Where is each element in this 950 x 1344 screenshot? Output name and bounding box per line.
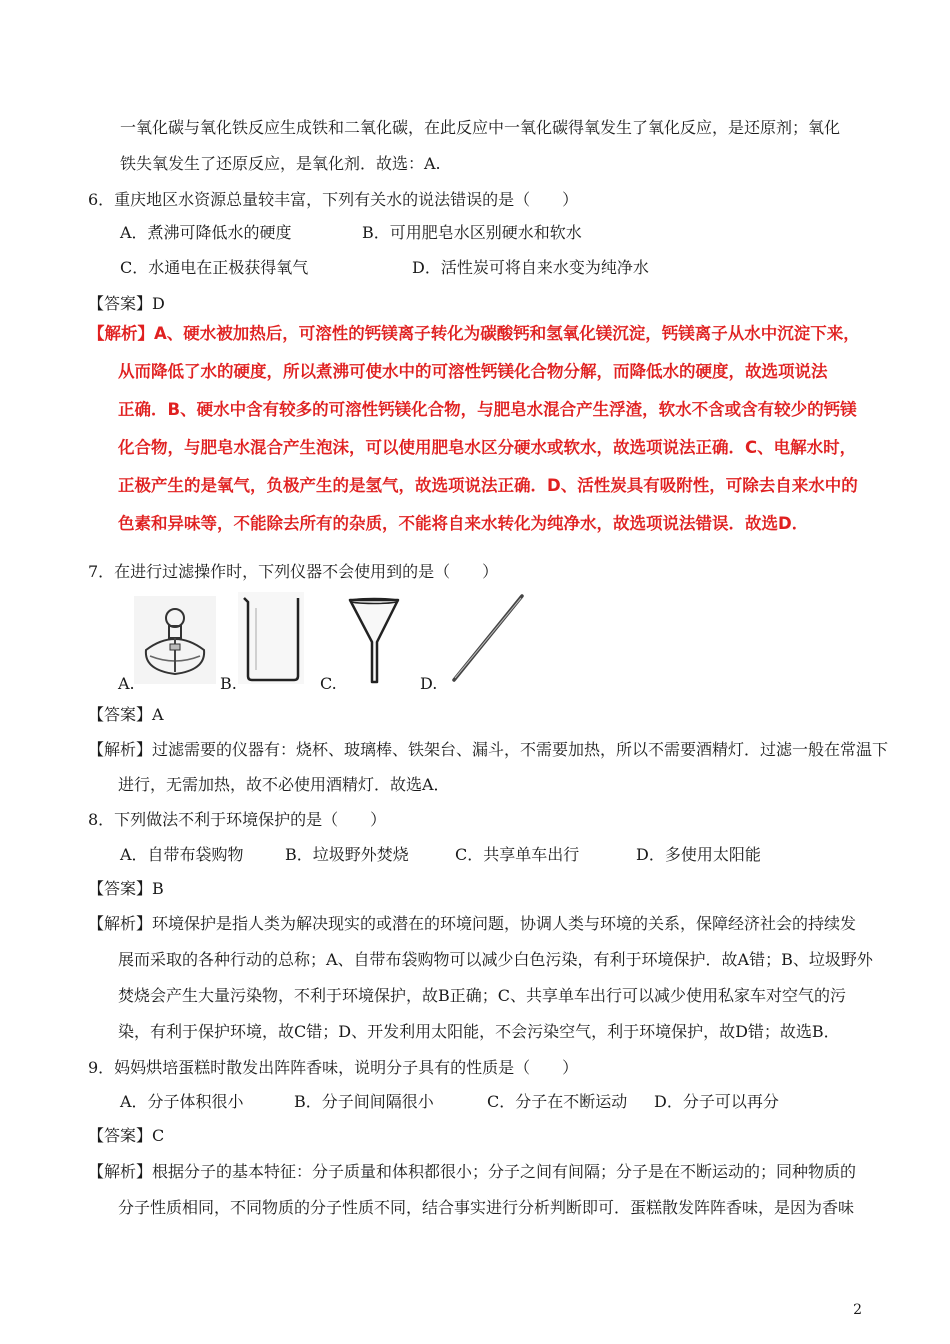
q7-analysis-line-2: 进行，无需加热，故不必使用酒精灯．故选A． bbox=[118, 775, 450, 794]
q9-option-d: D．分子可以再分 bbox=[654, 1092, 779, 1111]
q9-analysis-line-2: 分子性质相同，不同物质的分子性质不同，结合事实进行分析判断即可．蛋糕散发阵阵香味，是因为香味 bbox=[118, 1198, 855, 1217]
q6-analysis-line-1: 【解析】A、硬水被加热后，可溶性的钙镁离子转化为碳酸钙和氢氧化镁沉淀，钙镁离子从水中沉淀下来， bbox=[88, 324, 860, 343]
alcohol-lamp-icon bbox=[134, 596, 216, 684]
question-8-stem: 8．下列做法不利于环境保护的是（ ） bbox=[88, 810, 387, 829]
q7-label-b: B. bbox=[220, 674, 237, 693]
intro-line-1: 一氧化碳与氧化铁反应生成铁和二氧化碳，在此反应中一氧化碳得氧发生了氧化反应，是还原剂；氧化 bbox=[120, 118, 841, 137]
page-number: 2 bbox=[853, 1302, 862, 1318]
q8-answer: 【答案】B bbox=[88, 879, 164, 898]
funnel-icon bbox=[344, 596, 404, 686]
q8-analysis-line-4: 染，有利于保护环境，故C错；D、开发利用太阳能，不会污染空气，利于环境保护，故D错；故选B． bbox=[118, 1022, 840, 1041]
q8-analysis-line-2: 展而采取的各种行动的总称；A、自带布袋购物可以减少白色污染，有利于环境保护．故A错；B、垃圾野外 bbox=[118, 950, 873, 969]
q6-option-c: C．水通电在正极获得氧气 bbox=[120, 258, 309, 277]
q6-analysis-line-5: 正极产生的是氧气，负极产生的是氢气，故选项说法正确．D、活性炭具有吸附性，可除去自来水中的 bbox=[118, 476, 858, 495]
q8-analysis-line-3: 焚烧会产生大量污染物，不利于环境保护，故B正确；C、共享单车出行可以减少使用私家车对空气的污 bbox=[118, 986, 847, 1005]
q9-option-a: A．分子体积很小 bbox=[120, 1092, 244, 1111]
q8-option-d: D．多使用太阳能 bbox=[636, 845, 761, 864]
q9-analysis-line-1: 【解析】根据分子的基本特征：分子质量和体积都很小；分子之间有间隔；分子是在不断运动的；同种物质的 bbox=[88, 1162, 857, 1181]
q9-answer: 【答案】C bbox=[88, 1126, 165, 1145]
q6-analysis-line-6: 色素和异味等，不能除去所有的杂质，不能将自来水转化为纯净水，故选项说法错误．故选D． bbox=[118, 514, 809, 533]
q9-option-b: B．分子间间隔很小 bbox=[294, 1092, 434, 1111]
q8-option-a: A．自带布袋购物 bbox=[120, 845, 244, 864]
q6-analysis-line-3: 正确．B、硬水中含有较多的可溶性钙镁化合物，与肥皂水混合产生浮渣，软水不含或含有较少的钙镁 bbox=[118, 400, 857, 419]
q6-option-a: A．煮沸可降低水的硬度 bbox=[120, 223, 292, 242]
q8-option-c: C．共享单车出行 bbox=[455, 845, 580, 864]
q7-label-c: C. bbox=[320, 674, 337, 693]
question-7-stem: 7．在进行过滤操作时，下列仪器不会使用到的是（ ） bbox=[88, 562, 499, 581]
q6-analysis-line-2: 从而降低了水的硬度，所以煮沸可使水中的可溶性钙镁化合物分解，而降低水的硬度，故选项说法 bbox=[118, 362, 828, 381]
q6-option-d: D．活性炭可将自来水变为纯净水 bbox=[412, 258, 649, 277]
q8-option-b: B．垃圾野外焚烧 bbox=[285, 845, 409, 864]
beaker-icon bbox=[238, 592, 304, 684]
q6-answer: 【答案】D bbox=[88, 294, 165, 313]
q7-label-a: A. bbox=[118, 674, 135, 693]
intro-line-2: 铁失氧发生了还原反应，是氧化剂．故选：A. bbox=[120, 154, 441, 173]
glass-rod-icon bbox=[448, 592, 528, 686]
q7-answer: 【答案】A bbox=[88, 705, 164, 724]
q7-analysis-line-1: 【解析】过滤需要的仪器有：烧杯、玻璃棒、铁架台、漏斗，不需要加热，所以不需要酒精灯．过滤一般在常温下 bbox=[88, 740, 889, 759]
q7-label-d: D. bbox=[420, 674, 438, 693]
q8-analysis-line-1: 【解析】环境保护是指人类为解决现实的或潜在的环境问题，协调人类与环境的关系，保障经济社会的持续发 bbox=[88, 914, 857, 933]
question-9-stem: 9．妈妈烘培蛋糕时散发出阵阵香味，说明分子具有的性质是（ ） bbox=[88, 1058, 579, 1077]
q9-option-c: C．分子在不断运动 bbox=[487, 1092, 628, 1111]
q6-option-b: B．可用肥皂水区别硬水和软水 bbox=[362, 223, 582, 242]
question-6-stem: 6．重庆地区水资源总量较丰富，下列有关水的说法错误的是（ ） bbox=[88, 190, 579, 209]
q6-analysis-line-4: 化合物，与肥皂水混合产生泡沫，可以使用肥皂水区分硬水或软水，故选项说法正确．C、电解水时， bbox=[118, 438, 857, 457]
